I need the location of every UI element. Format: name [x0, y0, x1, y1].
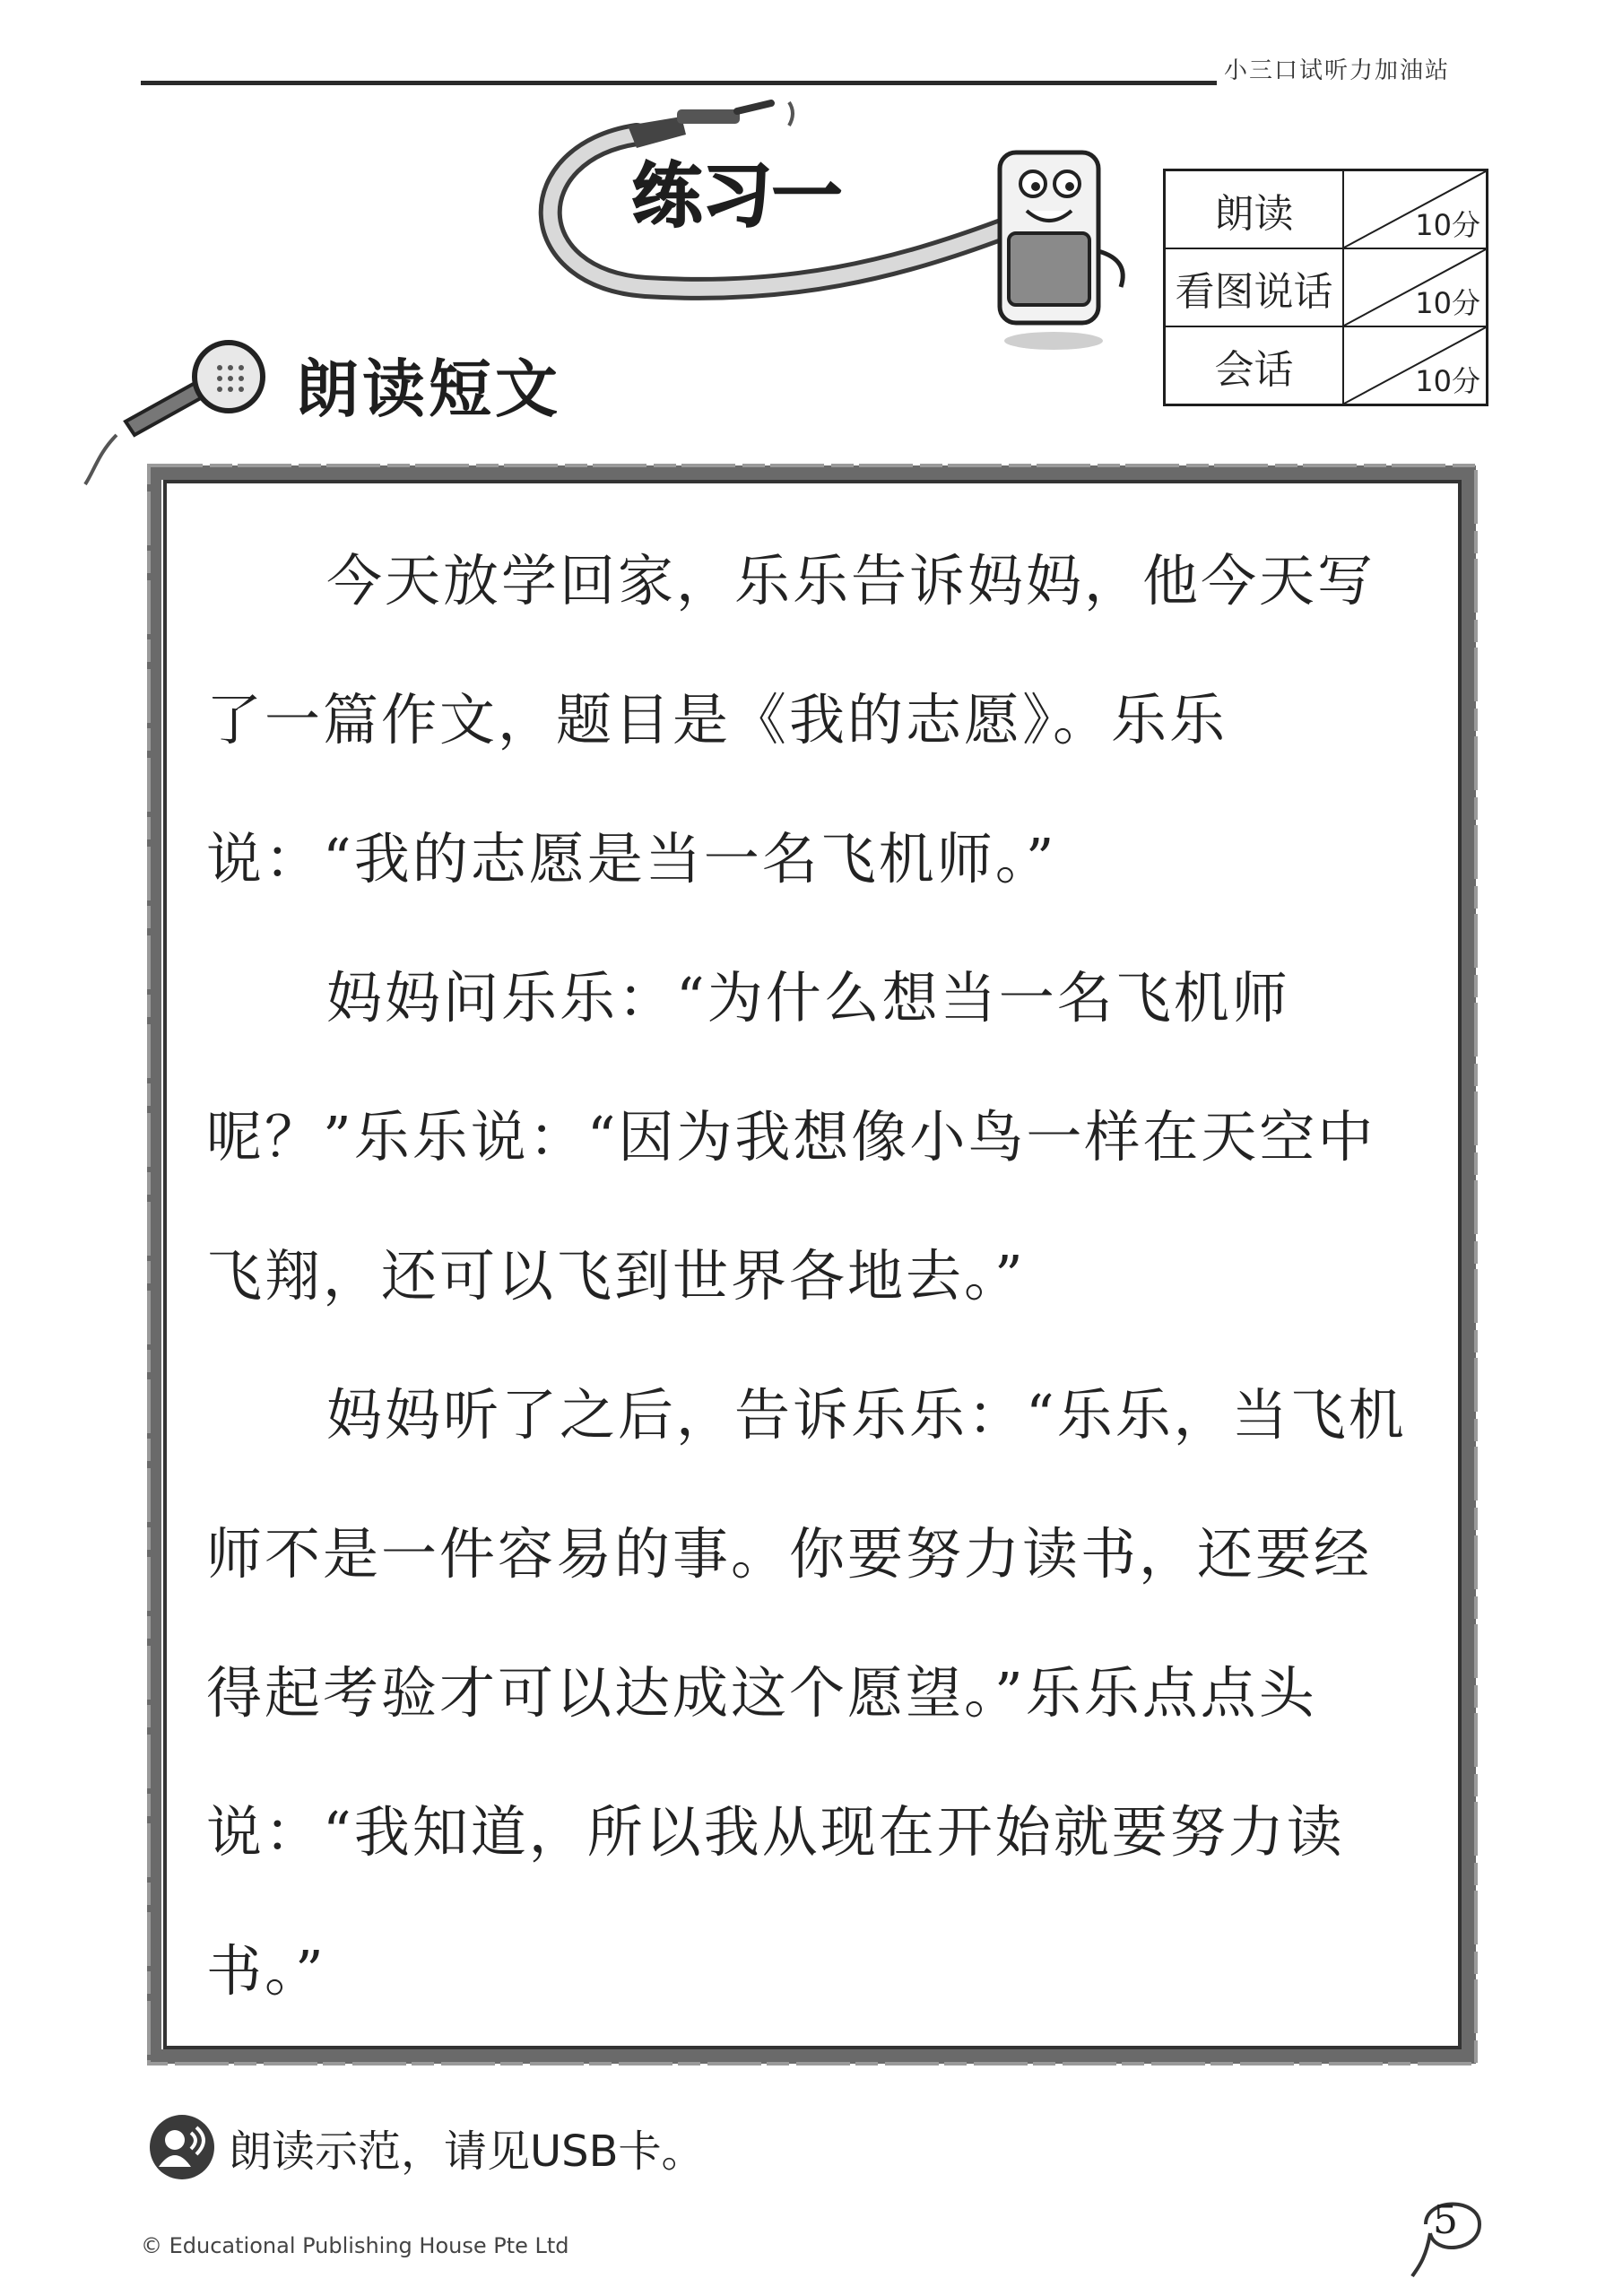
score-cell [1343, 326, 1488, 405]
audio-note-text: 朗读示范，请见USB卡。 [229, 2126, 705, 2177]
score-label: 看图说话 [1165, 248, 1344, 326]
reading-passage [206, 511, 1408, 2040]
series-title: 小三口试听力加油站 [1224, 57, 1451, 84]
score-row [1165, 248, 1488, 326]
exercise-title: 练习一 [632, 156, 843, 237]
reading-paragraph: 妈妈听了之后，告诉乐乐：“乐乐，当飞机师不是一件容易的事。你要努力读书，还要经得起考验才可以达成这个愿望。”乐乐点点头说：“我知道，所以我从现在开始就要努力读书。” [206, 1382, 1407, 2004]
fuel-nozzle-icon [628, 102, 793, 148]
score-points: 10分 [1415, 208, 1480, 242]
score-label: 朗读 [1165, 170, 1344, 249]
page-number [1408, 2188, 1497, 2278]
reading-paragraph: 今天放学回家，乐乐告诉妈妈，他今天写了一篇作文，题目是《我的志愿》。乐乐说：“我的志愿是当一名飞机师。” [206, 548, 1376, 891]
copyright: © Educational Publishing House Pte Ltd [141, 2233, 569, 2258]
exercise-banner [502, 99, 1148, 368]
reading-paragraph: 妈妈问乐乐：“为什么想当一名飞机师呢？”乐乐说：“因为我想像小鸟一样在天空中飞翔，还可以飞到世界各地去。” [206, 965, 1376, 1309]
score-table [1163, 169, 1488, 406]
score-cell [1343, 170, 1488, 249]
page-number-text: 5 [1433, 2197, 1458, 2243]
audio-note [148, 2113, 705, 2181]
pump-mascot-illustration [1000, 152, 1123, 350]
score-row [1165, 170, 1488, 249]
audio-speaker-icon [148, 2113, 216, 2181]
header-rule [141, 81, 1217, 85]
score-points: 10分 [1415, 286, 1480, 320]
section-title: 朗读短文 [296, 352, 561, 426]
score-cell [1343, 248, 1488, 326]
score-points: 10分 [1415, 364, 1480, 398]
score-row [1165, 326, 1488, 405]
score-label: 会话 [1165, 326, 1344, 405]
